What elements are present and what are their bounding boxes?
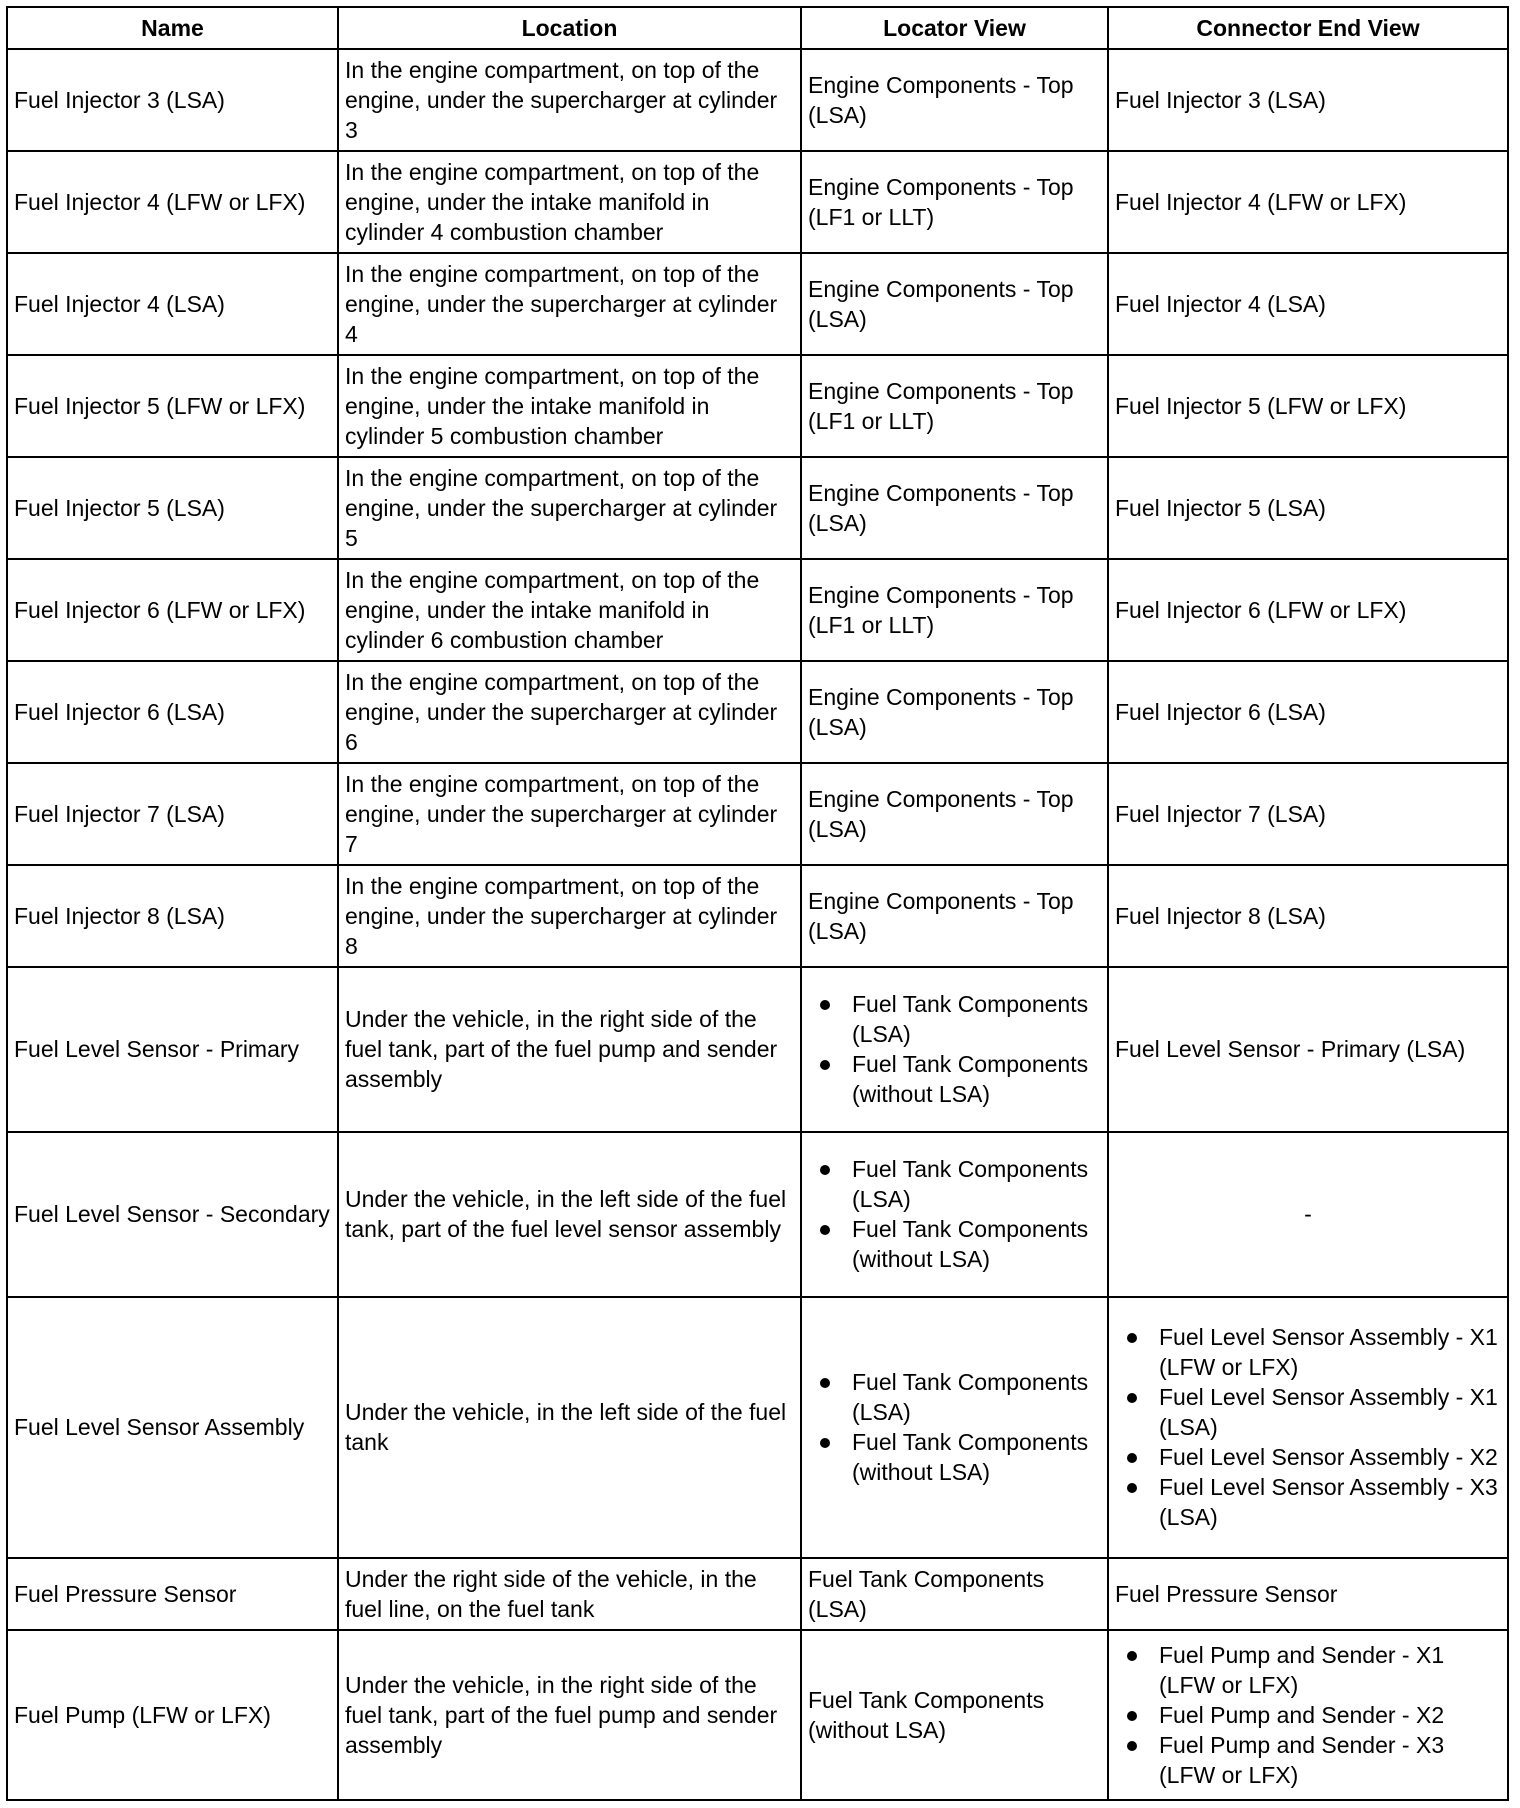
name-cell: Fuel Injector 6 (LSA) — [7, 661, 338, 763]
list-item: Fuel Level Sensor Assembly - X1 (LFW or LFX) — [1159, 1322, 1501, 1382]
list-item: Fuel Level Sensor Assembly - X3 (LSA) — [1159, 1472, 1501, 1532]
location-cell: In the engine compartment, on top of the engine, under the supercharger at cylinder 7 — [338, 763, 801, 865]
location-cell: In the engine compartment, on top of the engine, under the supercharger at cylinder 4 — [338, 253, 801, 355]
list-item: Fuel Tank Components (LSA) — [852, 1367, 1101, 1427]
list-item: Fuel Tank Components (without LSA) — [852, 1427, 1101, 1487]
list-item: Fuel Pump and Sender - X3 (LFW or LFX) — [1159, 1730, 1501, 1790]
table-row — [7, 355, 1508, 457]
header-name: Name — [7, 7, 338, 49]
header-locator-view: Locator View — [801, 7, 1108, 49]
locator-view-cell — [801, 967, 1108, 1131]
name-cell: Fuel Injector 7 (LSA) — [7, 763, 338, 865]
connector-end-view-cell: Fuel Injector 5 (LSA) — [1108, 457, 1508, 559]
locator-view-list — [808, 1154, 1101, 1274]
name-cell: Fuel Level Sensor Assembly — [7, 1297, 338, 1558]
name-cell: Fuel Injector 3 (LSA) — [7, 49, 338, 151]
table-row — [7, 1132, 1508, 1297]
name-cell: Fuel Injector 5 (LSA) — [7, 457, 338, 559]
name-cell: Fuel Pump (LFW or LFX) — [7, 1630, 338, 1800]
name-cell: Fuel Level Sensor - Primary — [7, 967, 338, 1131]
connector-end-view-list — [1115, 1322, 1501, 1532]
locator-view-list — [808, 1367, 1101, 1487]
name-cell: Fuel Level Sensor - Secondary — [7, 1132, 338, 1297]
location-cell: Under the vehicle, in the right side of the fuel tank, part of the fuel pump and sender assembly — [338, 967, 801, 1131]
locator-view-cell: Engine Components - Top (LF1 or LLT) — [801, 559, 1108, 661]
locator-view-cell — [801, 1132, 1108, 1297]
table-row — [7, 1558, 1508, 1630]
location-cell: In the engine compartment, on top of the engine, under the intake manifold in cylinder 4 combustion chamber — [338, 151, 801, 253]
location-cell: Under the right side of the vehicle, in the fuel line, on the fuel tank — [338, 1558, 801, 1630]
location-cell: Under the vehicle, in the right side of the fuel tank, part of the fuel pump and sender assembly — [338, 1630, 801, 1800]
location-cell: In the engine compartment, on top of the engine, under the supercharger at cylinder 6 — [338, 661, 801, 763]
table-row — [7, 253, 1508, 355]
list-item: Fuel Tank Components (without LSA) — [852, 1049, 1101, 1109]
connector-end-view-list — [1115, 1640, 1501, 1790]
list-item: Fuel Level Sensor Assembly - X1 (LSA) — [1159, 1382, 1501, 1442]
locator-view-cell: Engine Components - Top (LSA) — [801, 457, 1108, 559]
connector-end-view-cell: Fuel Injector 8 (LSA) — [1108, 865, 1508, 967]
location-cell: In the engine compartment, on top of the engine, under the supercharger at cylinder 5 — [338, 457, 801, 559]
connector-end-view-cell: Fuel Injector 7 (LSA) — [1108, 763, 1508, 865]
table-row — [7, 967, 1508, 1131]
connector-end-view-cell: Fuel Injector 4 (LSA) — [1108, 253, 1508, 355]
connector-end-view-cell: Fuel Pressure Sensor — [1108, 1558, 1508, 1630]
location-cell: In the engine compartment, on top of the engine, under the intake manifold in cylinder 6 combustion chamber — [338, 559, 801, 661]
locator-view-cell: Engine Components - Top (LSA) — [801, 865, 1108, 967]
table-row — [7, 763, 1508, 865]
locator-view-list — [808, 989, 1101, 1109]
name-cell: Fuel Injector 5 (LFW or LFX) — [7, 355, 338, 457]
table-row — [7, 151, 1508, 253]
list-item: Fuel Pump and Sender - X1 (LFW or LFX) — [1159, 1640, 1501, 1700]
connector-end-view-cell: Fuel Level Sensor - Primary (LSA) — [1108, 967, 1508, 1131]
locator-view-cell: Engine Components - Top (LF1 or LLT) — [801, 355, 1108, 457]
header-connector-end-view: Connector End View — [1108, 7, 1508, 49]
locator-view-cell: Engine Components - Top (LSA) — [801, 253, 1108, 355]
name-cell: Fuel Injector 4 (LSA) — [7, 253, 338, 355]
table-row — [7, 457, 1508, 559]
table-row — [7, 1630, 1508, 1800]
connector-end-view-cell: Fuel Injector 6 (LFW or LFX) — [1108, 559, 1508, 661]
location-cell: Under the vehicle, in the left side of the fuel tank — [338, 1297, 801, 1558]
locator-view-cell: Engine Components - Top (LF1 or LLT) — [801, 151, 1108, 253]
locator-view-cell: Engine Components - Top (LSA) — [801, 49, 1108, 151]
table-row — [7, 49, 1508, 151]
locator-view-cell — [801, 1297, 1108, 1558]
list-item: Fuel Tank Components (without LSA) — [852, 1214, 1101, 1274]
location-cell: In the engine compartment, on top of the engine, under the intake manifold in cylinder 5 combustion chamber — [338, 355, 801, 457]
list-item: Fuel Level Sensor Assembly - X2 — [1159, 1442, 1501, 1472]
table-row — [7, 661, 1508, 763]
connector-end-view-cell: Fuel Injector 6 (LSA) — [1108, 661, 1508, 763]
name-cell: Fuel Pressure Sensor — [7, 1558, 338, 1630]
table-row — [7, 559, 1508, 661]
location-cell: Under the vehicle, in the left side of the fuel tank, part of the fuel level sensor assembly — [338, 1132, 801, 1297]
table-row — [7, 1297, 1508, 1558]
component-locator-table — [6, 6, 1509, 1801]
list-item: Fuel Pump and Sender - X2 — [1159, 1700, 1501, 1730]
header-row — [7, 7, 1508, 49]
locator-view-cell: Engine Components - Top (LSA) — [801, 661, 1108, 763]
locator-view-cell: Fuel Tank Components (without LSA) — [801, 1630, 1108, 1800]
connector-end-view-cell: - — [1108, 1132, 1508, 1297]
name-cell: Fuel Injector 8 (LSA) — [7, 865, 338, 967]
connector-end-view-cell: Fuel Injector 3 (LSA) — [1108, 49, 1508, 151]
connector-end-view-cell: Fuel Injector 4 (LFW or LFX) — [1108, 151, 1508, 253]
location-cell: In the engine compartment, on top of the engine, under the supercharger at cylinder 8 — [338, 865, 801, 967]
name-cell: Fuel Injector 4 (LFW or LFX) — [7, 151, 338, 253]
locator-view-cell: Engine Components - Top (LSA) — [801, 763, 1108, 865]
header-location: Location — [338, 7, 801, 49]
connector-end-view-cell: Fuel Injector 5 (LFW or LFX) — [1108, 355, 1508, 457]
name-cell: Fuel Injector 6 (LFW or LFX) — [7, 559, 338, 661]
connector-end-view-cell — [1108, 1630, 1508, 1800]
list-item: Fuel Tank Components (LSA) — [852, 989, 1101, 1049]
locator-view-cell: Fuel Tank Components (LSA) — [801, 1558, 1108, 1630]
table-row — [7, 865, 1508, 967]
connector-end-view-cell — [1108, 1297, 1508, 1558]
location-cell: In the engine compartment, on top of the engine, under the supercharger at cylinder 3 — [338, 49, 801, 151]
list-item: Fuel Tank Components (LSA) — [852, 1154, 1101, 1214]
